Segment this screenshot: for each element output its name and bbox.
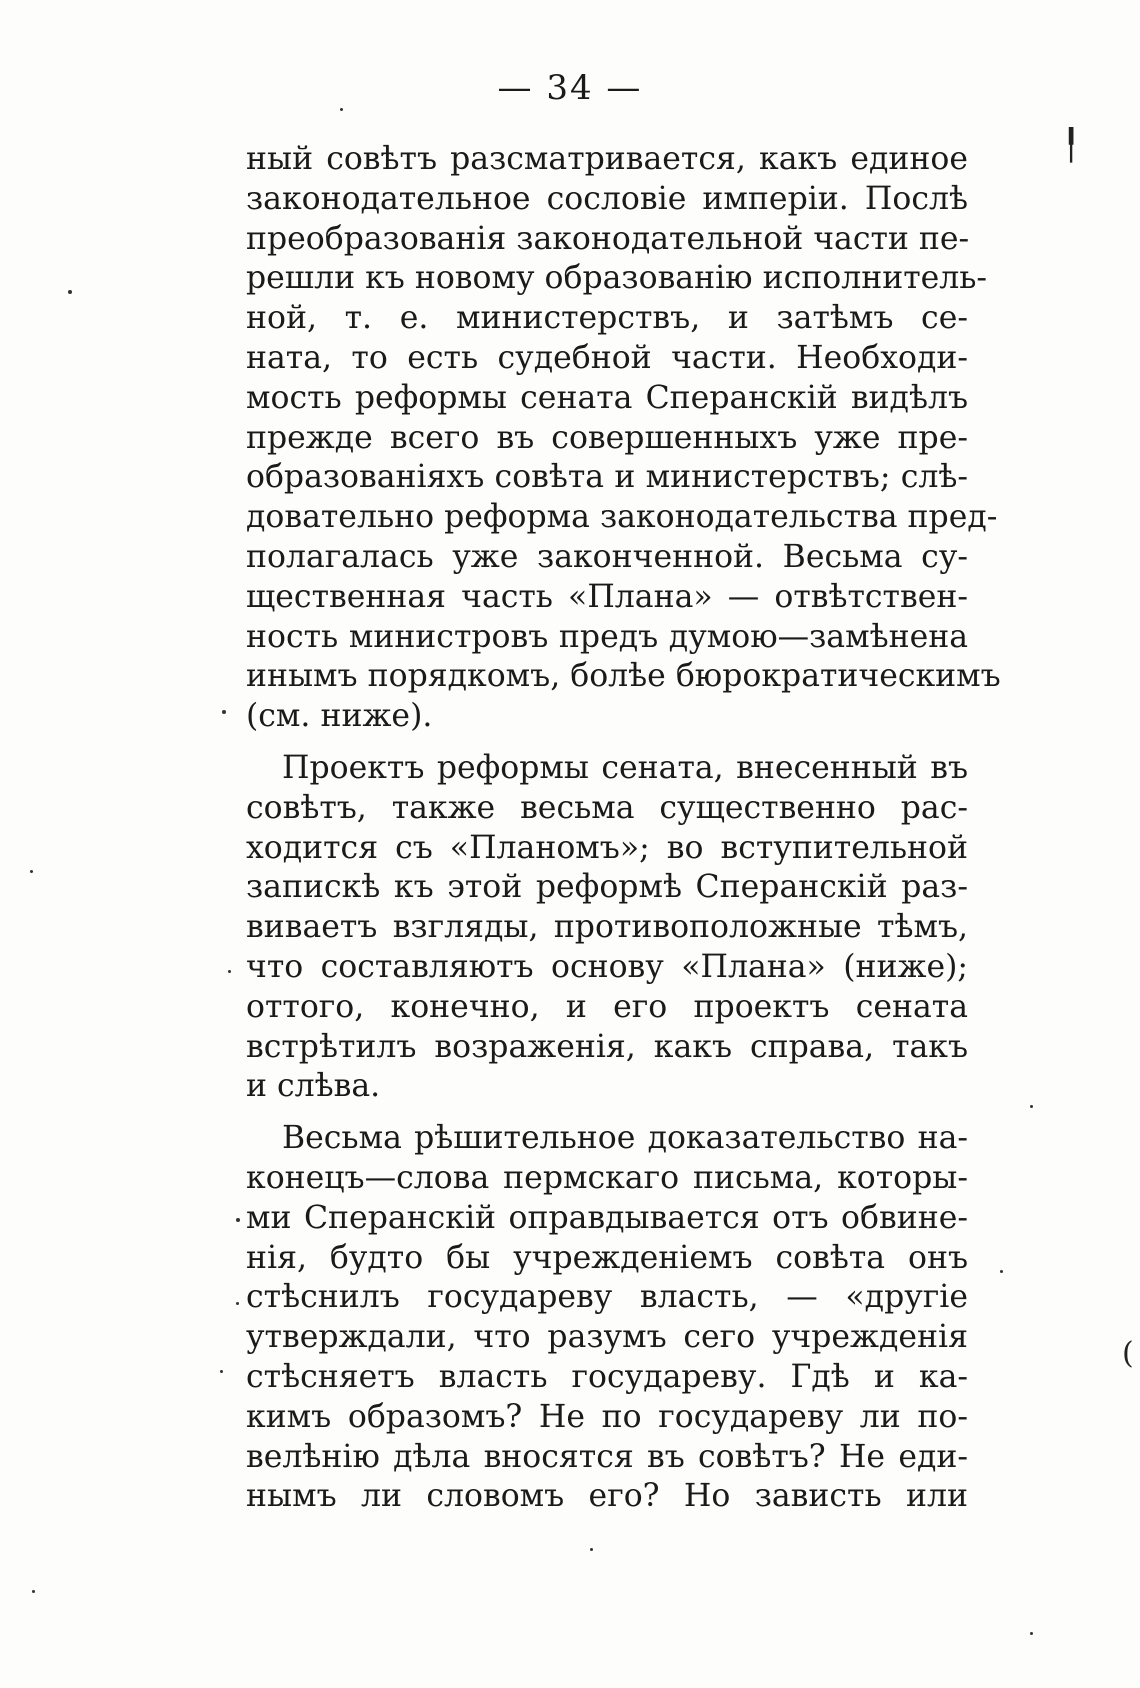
text-line: нымъ ли словомъ его? Но зависть или [246, 1478, 968, 1515]
scan-speck [590, 1548, 593, 1551]
text-line: Проектъ реформы сената, внесенный въ [282, 749, 968, 786]
text-line: оттого, конечно, и его проектъ сената [246, 988, 968, 1025]
scan-speck [30, 870, 33, 873]
text-line: щественная часть «Плана» — отвѣтствен- [246, 578, 968, 615]
paragraph-gap [246, 737, 968, 749]
text-line: (см. ниже). [246, 698, 433, 735]
body-text [246, 140, 1001, 1517]
text-line: довательно реформа законодательства пред- [246, 499, 998, 536]
text-line: совѣтъ, также весьма существенно рас- [246, 789, 968, 826]
paragraph-3 [246, 1119, 968, 1517]
scan-speck [1030, 1632, 1033, 1635]
scan-speck [32, 1590, 35, 1593]
text-line: инымъ порядкомъ, болѣе бюрократическимъ [246, 658, 1001, 695]
text-line: ный совѣтъ разсматривается, какъ единое [246, 141, 968, 177]
scan-speck [1030, 1105, 1033, 1108]
text-line: ната, то есть судебной части. Необходи- [246, 339, 968, 376]
text-line: ность министровъ предъ думою—замѣнена [246, 618, 968, 655]
scan-speck [340, 108, 343, 111]
text-line: преобразованія законодательной части пе- [246, 220, 970, 257]
text-line: утверждали, что разумъ сего учрежденія [246, 1319, 968, 1356]
text-line: стѣснилъ государеву власть, — «другіе [246, 1279, 968, 1316]
text-line: ходится съ «Планомъ»; во вступительной [246, 829, 968, 866]
scan-speck [236, 1218, 240, 1222]
text-line: решли къ новому образованію исполнитель- [246, 260, 988, 297]
text-line: полагалась уже законченной. Весьма су- [246, 538, 968, 575]
text-line: мость реформы сената Сперанскій видѣлъ [246, 379, 968, 416]
text-line: ми Сперанскій оправдывается отъ обвине- [246, 1199, 968, 1236]
text-line: Весьма рѣшительное доказательство на- [282, 1120, 968, 1157]
scan-speck [228, 970, 231, 973]
page-number: — 34 — [497, 68, 643, 108]
paragraph-2 [246, 749, 968, 1107]
text-line: стѣсняетъ власть государеву. Гдѣ и ка- [246, 1358, 968, 1395]
scan-speck [236, 1302, 239, 1305]
text-line: что составляютъ основу «Плана» (ниже); [246, 948, 968, 985]
text-line: запискѣ къ этой реформѣ Сперанскій раз- [246, 869, 968, 906]
text-line: и слѣва. [246, 1068, 381, 1105]
text-line: встрѣтилъ возраженія, какъ справа, такъ [246, 1028, 968, 1065]
scan-speck [1000, 1270, 1003, 1273]
text-line: кимъ образомъ? Не по государеву ли по- [246, 1398, 968, 1435]
scan-speck [220, 1370, 223, 1373]
scan-speck [222, 710, 226, 714]
text-line: прежде всего въ совершенныхъ уже пре- [246, 419, 968, 456]
text-line: виваетъ взгляды, противоположные тѣмъ, [246, 909, 968, 946]
text-line: образованіяхъ совѣта и министерствъ; слѣ- [246, 459, 968, 496]
margin-mark: ( [1122, 1336, 1134, 1371]
text-line: велѣнію дѣла вносятся въ совѣтъ? Не еди- [246, 1438, 968, 1475]
margin-mark: ╿ [1062, 128, 1081, 163]
paragraph-1 [246, 140, 1001, 737]
text-line: законодательное сословіе имперіи. Послѣ [246, 180, 968, 217]
paragraph-gap [246, 1107, 968, 1119]
scan-speck [68, 290, 72, 294]
text-line: конецъ—слова пермскаго письма, которы- [246, 1159, 968, 1196]
text-line: нія, будто бы учрежденіемъ совѣта онъ [246, 1239, 968, 1276]
text-line: ной, т. е. министерствъ, и затѣмъ се- [246, 300, 968, 337]
